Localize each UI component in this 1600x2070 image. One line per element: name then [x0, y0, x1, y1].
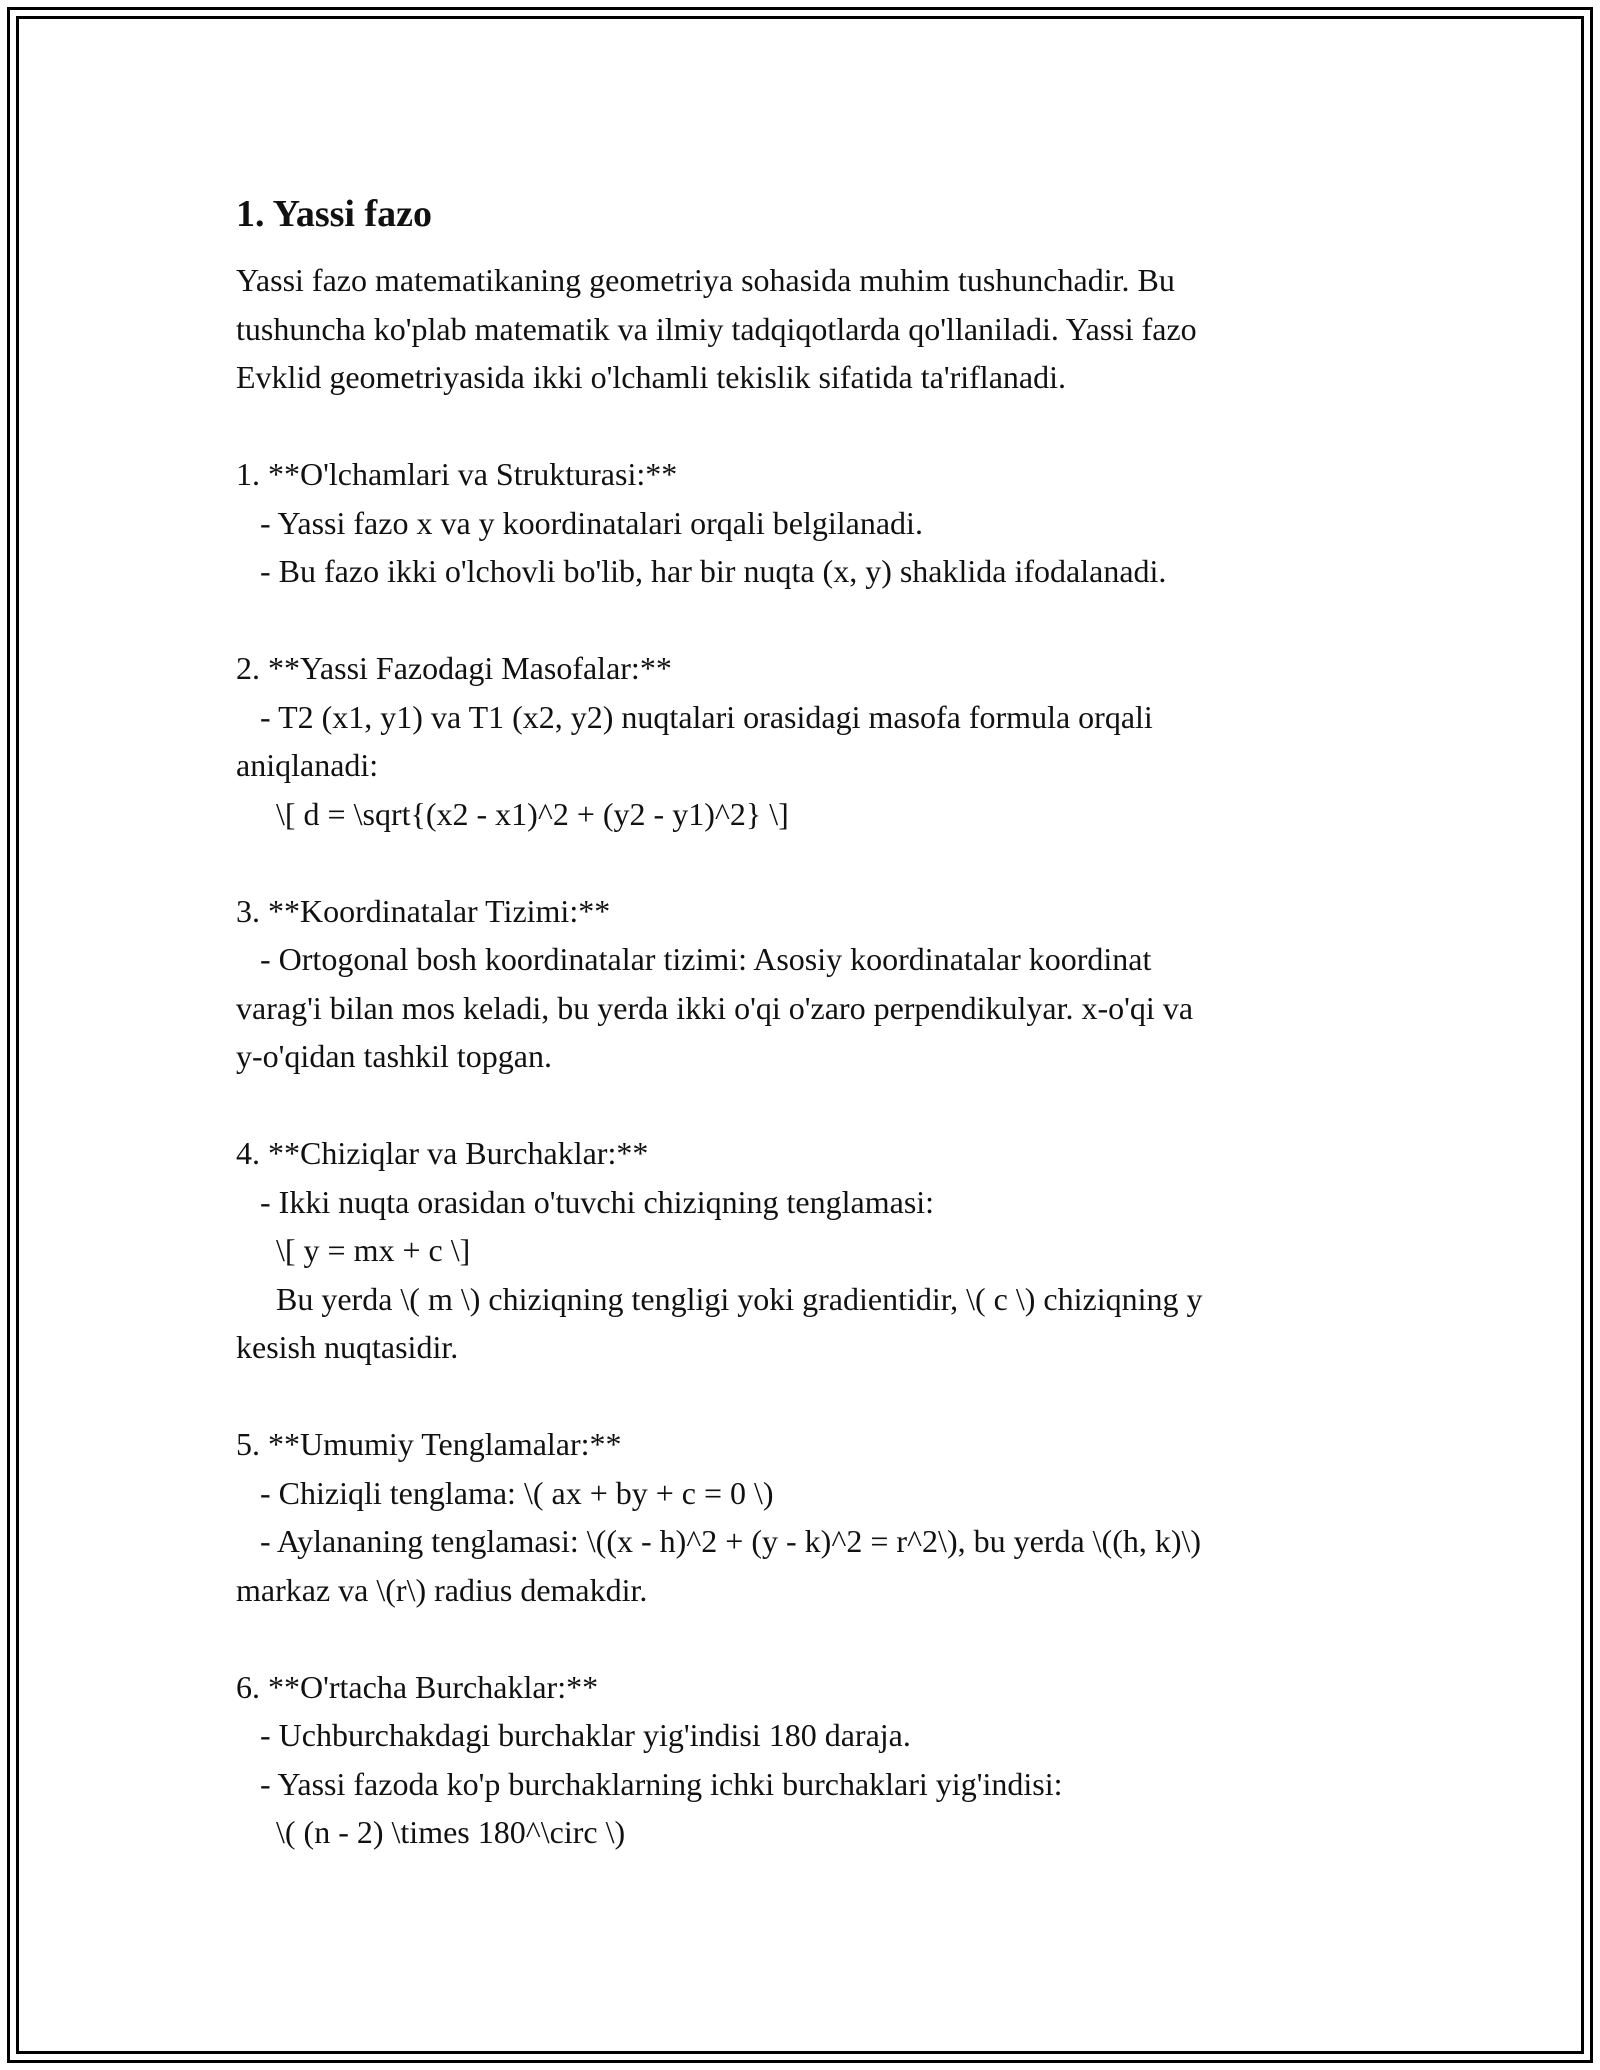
section-body: - Ortogonal bosh koordinatalar tizimi: Asosiy koordinatalar koordinat varag'i bilan mos keladi, bu yerda ikki o'qi o'zaro perpendikulyar. x-o'qi va y-o'qidan tashkil topgan. [236, 941, 1194, 1074]
section-heading: 3. **Koordinatalar Tizimi:** [236, 892, 611, 929]
section-average-angles [236, 1663, 1366, 1857]
section-coordinate-system [236, 887, 1366, 1081]
section-heading: 4. **Chiziqlar va Burchaklar:** [236, 1135, 649, 1171]
section-distances [236, 644, 1366, 838]
section-lines-angles [236, 1129, 1366, 1372]
section-dimensions [236, 450, 1366, 596]
section-body: - Yassi fazo x va y koordinatalari orqali belgilanadi. - Bu fazo ikki o'lchovli bo'lib, har bir nuqta (x, y) shaklida ifodalanadi. [260, 504, 1167, 589]
section-body: - Uchburchakdagi burchaklar yig'indisi 180 daraja. - Yassi fazoda ko'p burchaklarning ichki burchaklari yig'indisi: \( (n - 2) \times 180^\circ \) [260, 1717, 1063, 1850]
section-body: - Ikki nuqta orasidan o'tuvchi chiziqning tenglamasi: \[ y = mx + c \] Bu yerda \( m \) chiziqning tengligi yoki gradientidir, \( c \) chiziqning y kesish nuqtasidir. [236, 1183, 1203, 1365]
section-heading: 5. **Umumiy Tenglamalar:** [236, 1426, 622, 1462]
section-heading: 6. **O'rtacha Burchaklar:** [236, 1668, 599, 1705]
section-heading: 2. **Yassi Fazodagi Masofalar:** [236, 650, 672, 686]
section-body: - Chiziqli tenglama: \( ax + by + c = 0 \) - Aylananing tenglamasi: \((x - h)^2 + (y - k)^2 = r^2\), bu yerda \((h, k)\) markaz va \(r\) radius demakdir. [236, 1474, 1202, 1608]
section-general-equations [236, 1420, 1366, 1614]
document-title: 1. Yassi fazo [236, 193, 432, 235]
intro-paragraph: Yassi fazo matematikaning geometriya sohasida muhim tushunchadir. Bu tushuncha ko'plab matematik va ilmiy tadqiqotlarda qo'llaniladi. Yassi fazo Evklid geometriyasida ikki o'lchamli tekislik sifatida ta'riflanadi. [236, 262, 1197, 395]
document-content [236, 186, 1366, 1857]
section-body: - T2 (x1, y1) va T1 (x2, y2) nuqtalari orasidagi masofa formula orqali aniqlanadi: \[ d = \sqrt{(x2 - x1)^2 + (y2 - y1)^2} \] [236, 698, 1153, 832]
section-heading: 1. **O'lchamlari va Strukturasi:** [236, 456, 678, 492]
